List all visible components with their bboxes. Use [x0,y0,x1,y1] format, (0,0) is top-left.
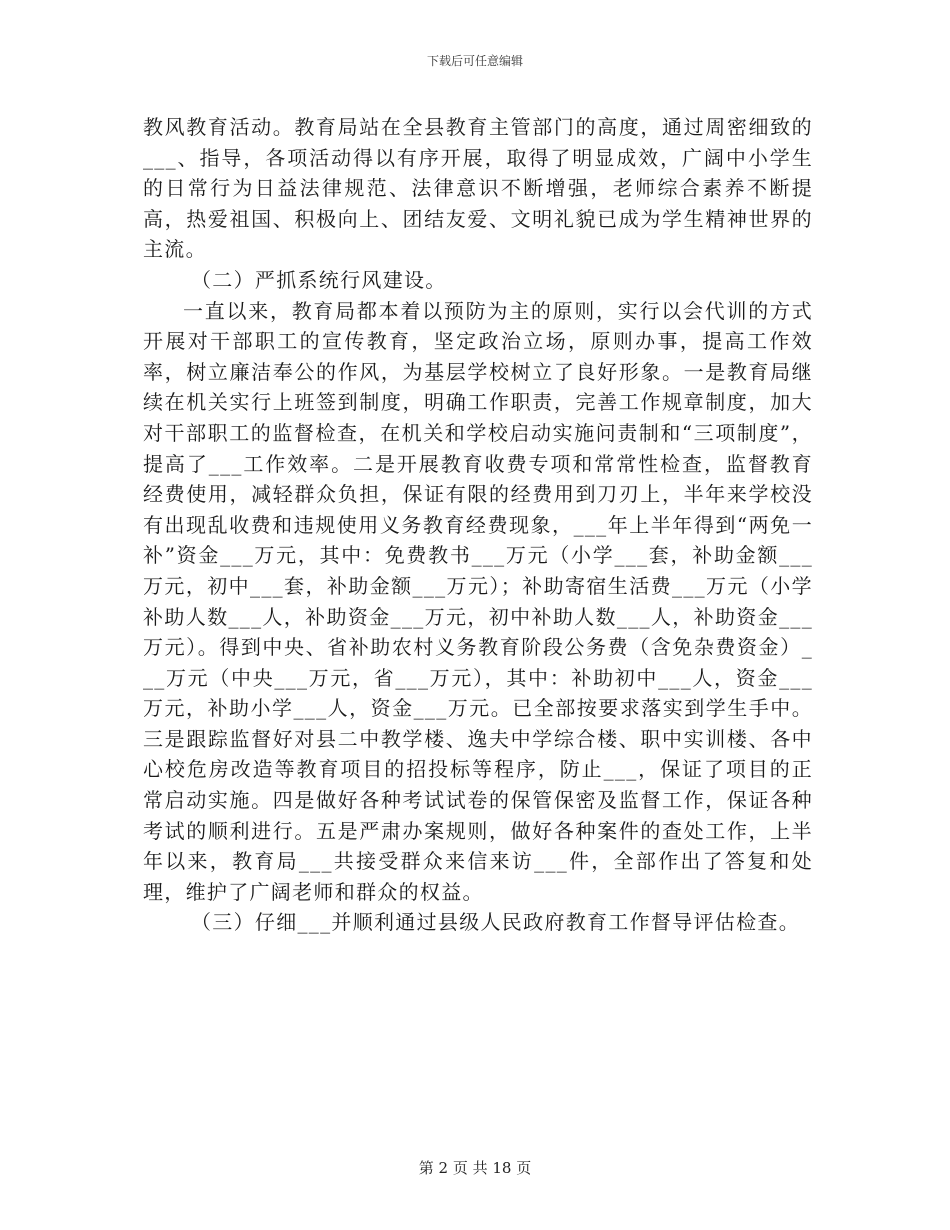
section-heading: （三）仔细___并顺利通过县级人民政府教育工作督导评估检查。 [191,910,800,935]
body-paragraph: 一直以来，教育局都本着以预防为主的原则，实行以会代训的方式开展对干部职工的宣传教育，坚定政治立场，原则办事，提高工作效率，树立廉洁奉公的作风，为基层学校树立了良好形象。一是教育局继续在机关实行上班签到制度，明确工作职责，完善工作规章制度，加大对干部职工的监督检查，在机关和学校启动实施问责制和“三项制度”，提高了___工作效率。二是开展教育收费专项和常常性检查，监督教育经费使用，减轻群众负担，保证有限的经费用到刀刃上，半年来学校没有出现乱收费和违规使用义务教育经费现象，___年上半年得到“两免一补”资金___万元，其中：免费教书___万元（小学___套，补助金额___万元，初中___套，补助金额___万元）；补助寄宿生活费___万元（小学补助人数___人，补助资金___万元，初中补助人数___人，补助资金___万元）。得到中央、省补助农村义务教育阶段公务费（含免杂费资金）___万元（中央___万元，省___万元），其中：补助初中___人，资金___万元，补助小学___人，资金___万元。已全部按要求落实到学生手中。三是跟踪监督好对县二中教学楼、逸夫中学综合楼、职中实训楼、各中心校危房改造等教育项目的招投标等程序，防止___，保证了项目的正常启动实施。四是做好各种考试试卷的保管保密及监督工作，保证各种考试的顺利进行。五是严肃办案规则，做好各种案件的查处工作，上半年以来，教育局___共接受群众来信来访___件，全部作出了答复和处理，维护了广阔老师和群众的权益。 [143,298,813,904]
page-header: 下载后可任意编辑 [426,54,523,68]
document-body [143,112,813,938]
page-number: 第 2 页 共 18 页 [418,1159,532,1177]
section-heading: （二）严抓系统行风建设。 [191,267,447,292]
body-paragraph: 教风教育活动。教育局站在全县教育主管部门的高度，通过周密细致的___、指导，各项活动得以有序开展，取得了明显成效，广阔中小学生的日常行为日益法律规范、法律意识不断增强，老师综合素养不断提高，热爱祖国、积极向上、团结友爱、文明礼貌已成为学生精神世界的主流。 [143,115,813,262]
